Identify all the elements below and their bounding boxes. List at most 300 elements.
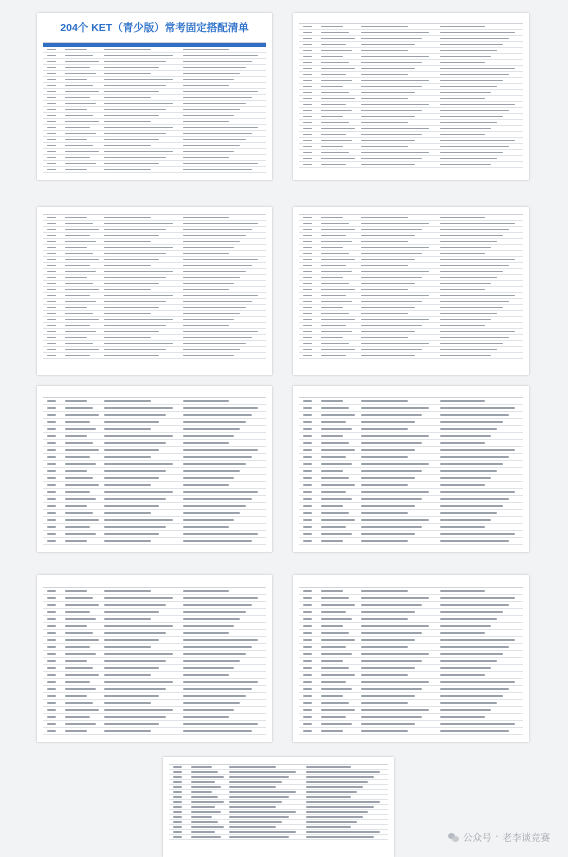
table-cell (440, 116, 523, 117)
table-cell (65, 265, 104, 266)
text-placeholder (361, 590, 408, 591)
text-placeholder (440, 343, 503, 344)
text-placeholder (321, 223, 349, 224)
text-placeholder (229, 791, 296, 792)
table-cell (229, 786, 306, 787)
table-cell (183, 407, 266, 408)
table-cell (361, 407, 440, 408)
table-cell (43, 526, 65, 527)
table-cell (104, 709, 183, 710)
table-cell (183, 435, 266, 436)
table-cell (361, 62, 440, 63)
table-cell (65, 277, 104, 278)
table-cell (104, 533, 183, 534)
table-cell (299, 265, 321, 266)
text-placeholder (321, 674, 355, 675)
table-cell (43, 505, 65, 506)
table-cell (440, 32, 523, 33)
table-cell (104, 235, 183, 236)
table-cell (65, 716, 104, 717)
text-placeholder (321, 590, 343, 591)
table-cell (229, 766, 306, 767)
text-placeholder (65, 331, 96, 332)
table-cell (65, 646, 104, 647)
text-placeholder (321, 325, 346, 326)
table-cell (440, 146, 523, 147)
table-row (43, 503, 266, 510)
table-cell (65, 428, 104, 429)
text-placeholder (361, 164, 416, 165)
table-cell (191, 811, 230, 812)
table-cell (321, 229, 361, 230)
table-cell (299, 407, 321, 408)
text-placeholder (321, 44, 346, 45)
table-cell (440, 104, 523, 105)
table-row (299, 686, 523, 693)
text-placeholder (321, 540, 343, 541)
text-placeholder (47, 331, 56, 332)
table-cell (299, 491, 321, 492)
text-placeholder (440, 349, 498, 350)
text-placeholder (183, 331, 258, 332)
table-cell (440, 62, 523, 63)
table-cell (229, 811, 306, 812)
table-cell (361, 597, 440, 598)
table-row (299, 440, 523, 447)
table-cell (321, 134, 361, 135)
table-cell (321, 526, 361, 527)
text-placeholder (361, 442, 423, 443)
table-cell (169, 776, 191, 777)
text-placeholder (321, 128, 355, 129)
text-placeholder (47, 283, 56, 284)
text-placeholder (104, 163, 158, 164)
table-cell (321, 265, 361, 266)
table-cell (299, 140, 321, 141)
table-cell (321, 158, 361, 159)
table-cell (104, 491, 183, 492)
table-cell (321, 116, 361, 117)
table-cell (440, 301, 523, 302)
table-cell (321, 407, 361, 408)
table-cell (43, 477, 65, 478)
table-cell (43, 265, 65, 266)
text-placeholder (65, 730, 87, 731)
text-placeholder (183, 85, 229, 86)
text-placeholder (303, 407, 312, 408)
text-placeholder (47, 604, 56, 605)
table-cell (169, 806, 191, 807)
text-placeholder (65, 695, 87, 696)
text-placeholder (361, 62, 423, 63)
table-cell (440, 414, 523, 415)
table-cell (183, 61, 266, 62)
text-placeholder (321, 38, 355, 39)
table-cell (104, 139, 183, 140)
text-placeholder (440, 247, 492, 248)
table-cell (361, 80, 440, 81)
text-placeholder (303, 86, 312, 87)
text-placeholder (303, 92, 312, 93)
text-placeholder (65, 289, 99, 290)
text-placeholder (65, 145, 93, 146)
table-cell (65, 319, 104, 320)
text-placeholder (361, 709, 430, 710)
table-cell (65, 484, 104, 485)
table-cell (191, 831, 230, 832)
table-cell (440, 349, 523, 350)
table-cell (361, 625, 440, 626)
table-cell (104, 688, 183, 689)
text-placeholder (229, 766, 275, 767)
table-cell (321, 723, 361, 724)
table-row (43, 616, 266, 623)
text-placeholder (65, 121, 99, 122)
table-cell (321, 349, 361, 350)
text-placeholder (303, 253, 312, 254)
text-placeholder (361, 277, 423, 278)
text-placeholder (183, 277, 240, 278)
table-cell (299, 295, 321, 296)
text-placeholder (303, 277, 312, 278)
text-placeholder (361, 283, 416, 284)
table-row (299, 447, 523, 454)
table-cell (299, 128, 321, 129)
text-placeholder (303, 259, 312, 260)
table-cell (321, 301, 361, 302)
text-placeholder (183, 456, 252, 457)
text-placeholder (183, 337, 252, 338)
text-placeholder (361, 540, 408, 541)
table-cell (65, 97, 104, 98)
table-cell (321, 632, 361, 633)
table-cell (183, 133, 266, 134)
text-placeholder (303, 400, 312, 401)
text-placeholder (65, 319, 99, 320)
table-cell (440, 98, 523, 99)
table-cell (361, 681, 440, 682)
table-row (43, 707, 266, 714)
text-placeholder (65, 428, 96, 429)
text-placeholder (321, 116, 343, 117)
text-placeholder (303, 611, 312, 612)
text-placeholder (306, 826, 351, 827)
text-placeholder (361, 319, 430, 320)
table-cell (104, 632, 183, 633)
table-cell (440, 80, 523, 81)
table-cell (104, 435, 183, 436)
text-placeholder (183, 702, 240, 703)
table-cell (361, 104, 440, 105)
text-placeholder (183, 79, 234, 80)
text-placeholder (65, 498, 96, 499)
text-placeholder (440, 512, 498, 513)
text-placeholder (183, 639, 258, 640)
table-cell (65, 151, 104, 152)
table-cell (43, 85, 65, 86)
table-cell (104, 289, 183, 290)
table-cell (299, 146, 321, 147)
text-placeholder (183, 163, 258, 164)
table-row (299, 496, 523, 503)
text-placeholder (303, 271, 312, 272)
text-placeholder (361, 241, 408, 242)
table-cell (440, 86, 523, 87)
table-cell (361, 152, 440, 153)
text-placeholder (303, 68, 312, 69)
table-cell (169, 831, 191, 832)
text-placeholder (440, 116, 503, 117)
table-cell (440, 241, 523, 242)
text-placeholder (440, 407, 515, 408)
text-placeholder (173, 806, 182, 807)
text-placeholder (47, 681, 56, 682)
text-placeholder (361, 50, 408, 51)
table-cell (229, 816, 306, 817)
table-cell (65, 163, 104, 164)
table-cell (183, 241, 266, 242)
text-placeholder (321, 400, 343, 401)
text-placeholder (321, 80, 352, 81)
table-cell (321, 491, 361, 492)
table-cell (321, 646, 361, 647)
text-placeholder (183, 597, 258, 598)
text-placeholder (183, 127, 258, 128)
table-cell (104, 667, 183, 668)
table-cell (104, 151, 183, 152)
text-placeholder (306, 796, 351, 797)
table-cell (43, 139, 65, 140)
text-placeholder (303, 50, 312, 51)
table-cell (440, 723, 523, 724)
table-cell (440, 407, 523, 408)
table-cell (43, 343, 65, 344)
text-placeholder (361, 484, 408, 485)
table-cell (43, 709, 65, 710)
text-placeholder (183, 223, 258, 224)
text-placeholder (321, 50, 352, 51)
text-placeholder (183, 307, 246, 308)
text-placeholder (440, 470, 498, 471)
text-placeholder (321, 319, 355, 320)
table-cell (183, 49, 266, 50)
table-cell (104, 319, 183, 320)
text-placeholder (65, 277, 87, 278)
text-placeholder (47, 723, 56, 724)
text-placeholder (104, 505, 158, 506)
text-placeholder (306, 771, 379, 772)
text-placeholder (321, 660, 343, 661)
text-placeholder (183, 139, 246, 140)
text-placeholder (321, 428, 352, 429)
text-placeholder (104, 477, 158, 478)
text-placeholder (440, 618, 498, 619)
table-cell (361, 38, 440, 39)
text-placeholder (321, 152, 349, 153)
text-placeholder (104, 109, 165, 110)
table-cell (104, 121, 183, 122)
text-placeholder (361, 134, 423, 135)
table-cell (361, 618, 440, 619)
text-placeholder (47, 618, 56, 619)
text-placeholder (183, 91, 258, 92)
table-row (43, 728, 266, 735)
text-placeholder (303, 646, 312, 647)
text-placeholder (183, 301, 252, 302)
table-cell (361, 695, 440, 696)
table-cell (440, 325, 523, 326)
table-cell (440, 498, 523, 499)
table-cell (306, 811, 388, 812)
table-cell (65, 289, 104, 290)
text-placeholder (183, 169, 252, 170)
text-placeholder (47, 91, 56, 92)
text-placeholder (183, 470, 240, 471)
table-cell (104, 223, 183, 224)
table-cell (43, 540, 65, 541)
text-placeholder (440, 80, 503, 81)
text-placeholder (361, 152, 430, 153)
text-placeholder (303, 435, 312, 436)
text-placeholder (65, 400, 87, 401)
table-cell (104, 716, 183, 717)
table-cell (183, 295, 266, 296)
text-placeholder (191, 781, 215, 782)
table-cell (65, 477, 104, 478)
text-placeholder (104, 456, 151, 457)
text-placeholder (361, 625, 430, 626)
text-placeholder (303, 146, 312, 147)
text-placeholder (361, 597, 430, 598)
table-cell (299, 604, 321, 605)
text-placeholder (321, 331, 352, 332)
text-placeholder (440, 533, 515, 534)
table-cell (43, 277, 65, 278)
table-cell (65, 442, 104, 443)
table-cell (229, 821, 306, 822)
text-placeholder (65, 625, 87, 626)
text-placeholder (306, 791, 357, 792)
table-cell (299, 26, 321, 27)
table-cell (104, 639, 183, 640)
table-cell (104, 259, 183, 260)
table-row (299, 616, 523, 623)
table-cell (440, 653, 523, 654)
table-cell (361, 604, 440, 605)
table-cell (361, 128, 440, 129)
text-placeholder (183, 442, 229, 443)
table-cell (440, 235, 523, 236)
text-placeholder (104, 289, 151, 290)
table-cell (321, 505, 361, 506)
text-placeholder (47, 632, 56, 633)
collocation-table (43, 587, 266, 735)
text-placeholder (191, 766, 212, 767)
table-cell (321, 674, 361, 675)
table-cell (306, 786, 388, 787)
table-cell (299, 597, 321, 598)
text-placeholder (65, 259, 99, 260)
table-cell (306, 781, 388, 782)
table-cell (361, 653, 440, 654)
table-cell (104, 414, 183, 415)
text-placeholder (321, 217, 343, 218)
text-placeholder (321, 688, 352, 689)
table-cell (440, 484, 523, 485)
text-placeholder (47, 139, 56, 140)
text-placeholder (183, 428, 240, 429)
table-cell (361, 289, 440, 290)
table-cell (65, 505, 104, 506)
table-cell (104, 331, 183, 332)
text-placeholder (65, 505, 87, 506)
text-placeholder (321, 653, 352, 654)
text-placeholder (440, 271, 503, 272)
text-placeholder (183, 477, 234, 478)
text-placeholder (65, 115, 93, 116)
text-placeholder (47, 653, 56, 654)
table-cell (65, 723, 104, 724)
text-placeholder (104, 313, 151, 314)
table-cell (183, 151, 266, 152)
table-cell (104, 253, 183, 254)
text-placeholder (183, 449, 258, 450)
text-placeholder (440, 44, 503, 45)
text-placeholder (361, 331, 416, 332)
table-cell (43, 442, 65, 443)
table-cell (361, 730, 440, 731)
table-cell (43, 55, 65, 56)
text-placeholder (361, 695, 416, 696)
text-placeholder (173, 796, 182, 797)
table-cell (361, 470, 440, 471)
table-cell (299, 421, 321, 422)
table-cell (361, 716, 440, 717)
text-placeholder (321, 301, 352, 302)
table-cell (104, 421, 183, 422)
table-cell (440, 716, 523, 717)
table-cell (104, 449, 183, 450)
table-row (299, 728, 523, 735)
text-placeholder (361, 110, 423, 111)
text-placeholder (303, 716, 312, 717)
text-placeholder (47, 259, 56, 260)
text-placeholder (440, 235, 503, 236)
text-placeholder (183, 67, 246, 68)
table-cell (183, 646, 266, 647)
table-cell (299, 674, 321, 675)
table-cell (321, 56, 361, 57)
text-placeholder (361, 456, 408, 457)
text-placeholder (104, 121, 151, 122)
text-placeholder (183, 653, 246, 654)
text-placeholder (440, 421, 503, 422)
table-cell (104, 115, 183, 116)
collocation-table (43, 397, 266, 545)
text-placeholder (440, 632, 486, 633)
table-cell (361, 442, 440, 443)
table-cell (299, 660, 321, 661)
text-placeholder (183, 55, 258, 56)
text-placeholder (440, 313, 498, 314)
text-placeholder (321, 498, 352, 499)
text-placeholder (65, 646, 90, 647)
table-cell (183, 442, 266, 443)
table-cell (361, 283, 440, 284)
text-placeholder (321, 164, 346, 165)
text-placeholder (361, 325, 423, 326)
table-cell (43, 716, 65, 717)
